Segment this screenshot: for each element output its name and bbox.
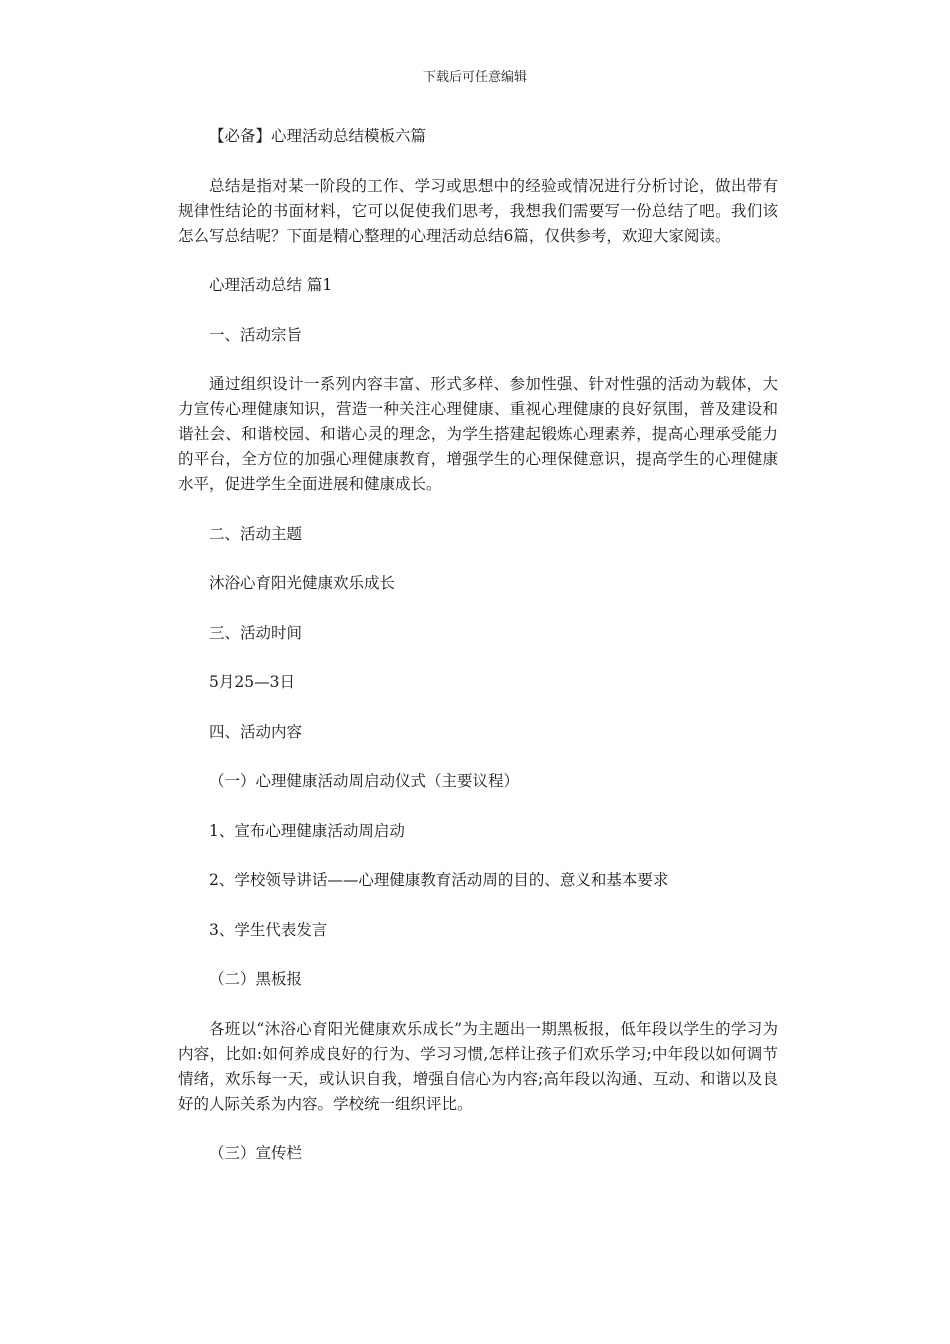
list-heading: （二）黑板报 [209, 970, 303, 988]
list-item: 3、学生代表发言 [209, 920, 328, 939]
subheading: 二、活动主题 [209, 524, 303, 543]
document-body [178, 124, 778, 1191]
body-paragraph: 5月25—3日 [209, 673, 295, 691]
page-header: 下载后可任意编辑 [422, 70, 527, 85]
list-item: 1、宣布心理健康活动周启动 [209, 821, 405, 840]
body-paragraph: 通过组织设计一系列内容丰富、形式多样、参加性强、针对性强的活动为载体，大力宣传心理健康知识，营造一种关注心理健康、重视心理健康的良好氛围，普及建设和谐社会、和谐校园、和谐心灵的理念，为学生搭建起锻炼心理素养，提高心理承受能力的平台，全方位的加强心理健康教育，增强学生的心理保健意识，提高学生的心理健康水平，促进学生全面进展和健康成长。 [178, 375, 778, 493]
body-paragraph: 沐浴心育阳光健康欢乐成长 [209, 574, 396, 592]
body-paragraph: 各班以“沐浴心育阳光健康欢乐成长”为主题出一期黑板报，低年段以学生的学习为内容，比如:如何养成良好的行为、学习习惯,怎样让孩子们欢乐学习;中年段以如何调节情绪，欢乐每一天，或认识自我，增强自信心为内容;高年段以沟通、互动、和谐以及良好的人际关系为内容。学校统一组织评比。 [178, 1019, 778, 1113]
subheading: 一、活动宗旨 [209, 325, 303, 344]
subheading: 三、活动时间 [209, 623, 303, 642]
intro-paragraph: 总结是指对某一阶段的工作、学习或思想中的经验或情况进行分析讨论，做出带有规律性结论的书面材料，它可以促使我们思考，我想我们需要写一份总结了吧。我们该怎么写总结呢？下面是精心整理的心理活动总结6篇，仅供参考，欢迎大家阅读。 [178, 176, 778, 245]
list-heading: （三）宣传栏 [209, 1144, 303, 1162]
list-heading: （一）心理健康活动周启动仪式（主要议程） [209, 772, 520, 790]
list-item: 2、学校领导讲话——心理健康教育活动周的目的、意义和基本要求 [209, 871, 669, 889]
document-title: 【必备】心理活动总结模板六篇 [209, 127, 427, 145]
section-heading: 心理活动总结 篇1 [209, 276, 333, 294]
subheading: 四、活动内容 [209, 722, 303, 741]
